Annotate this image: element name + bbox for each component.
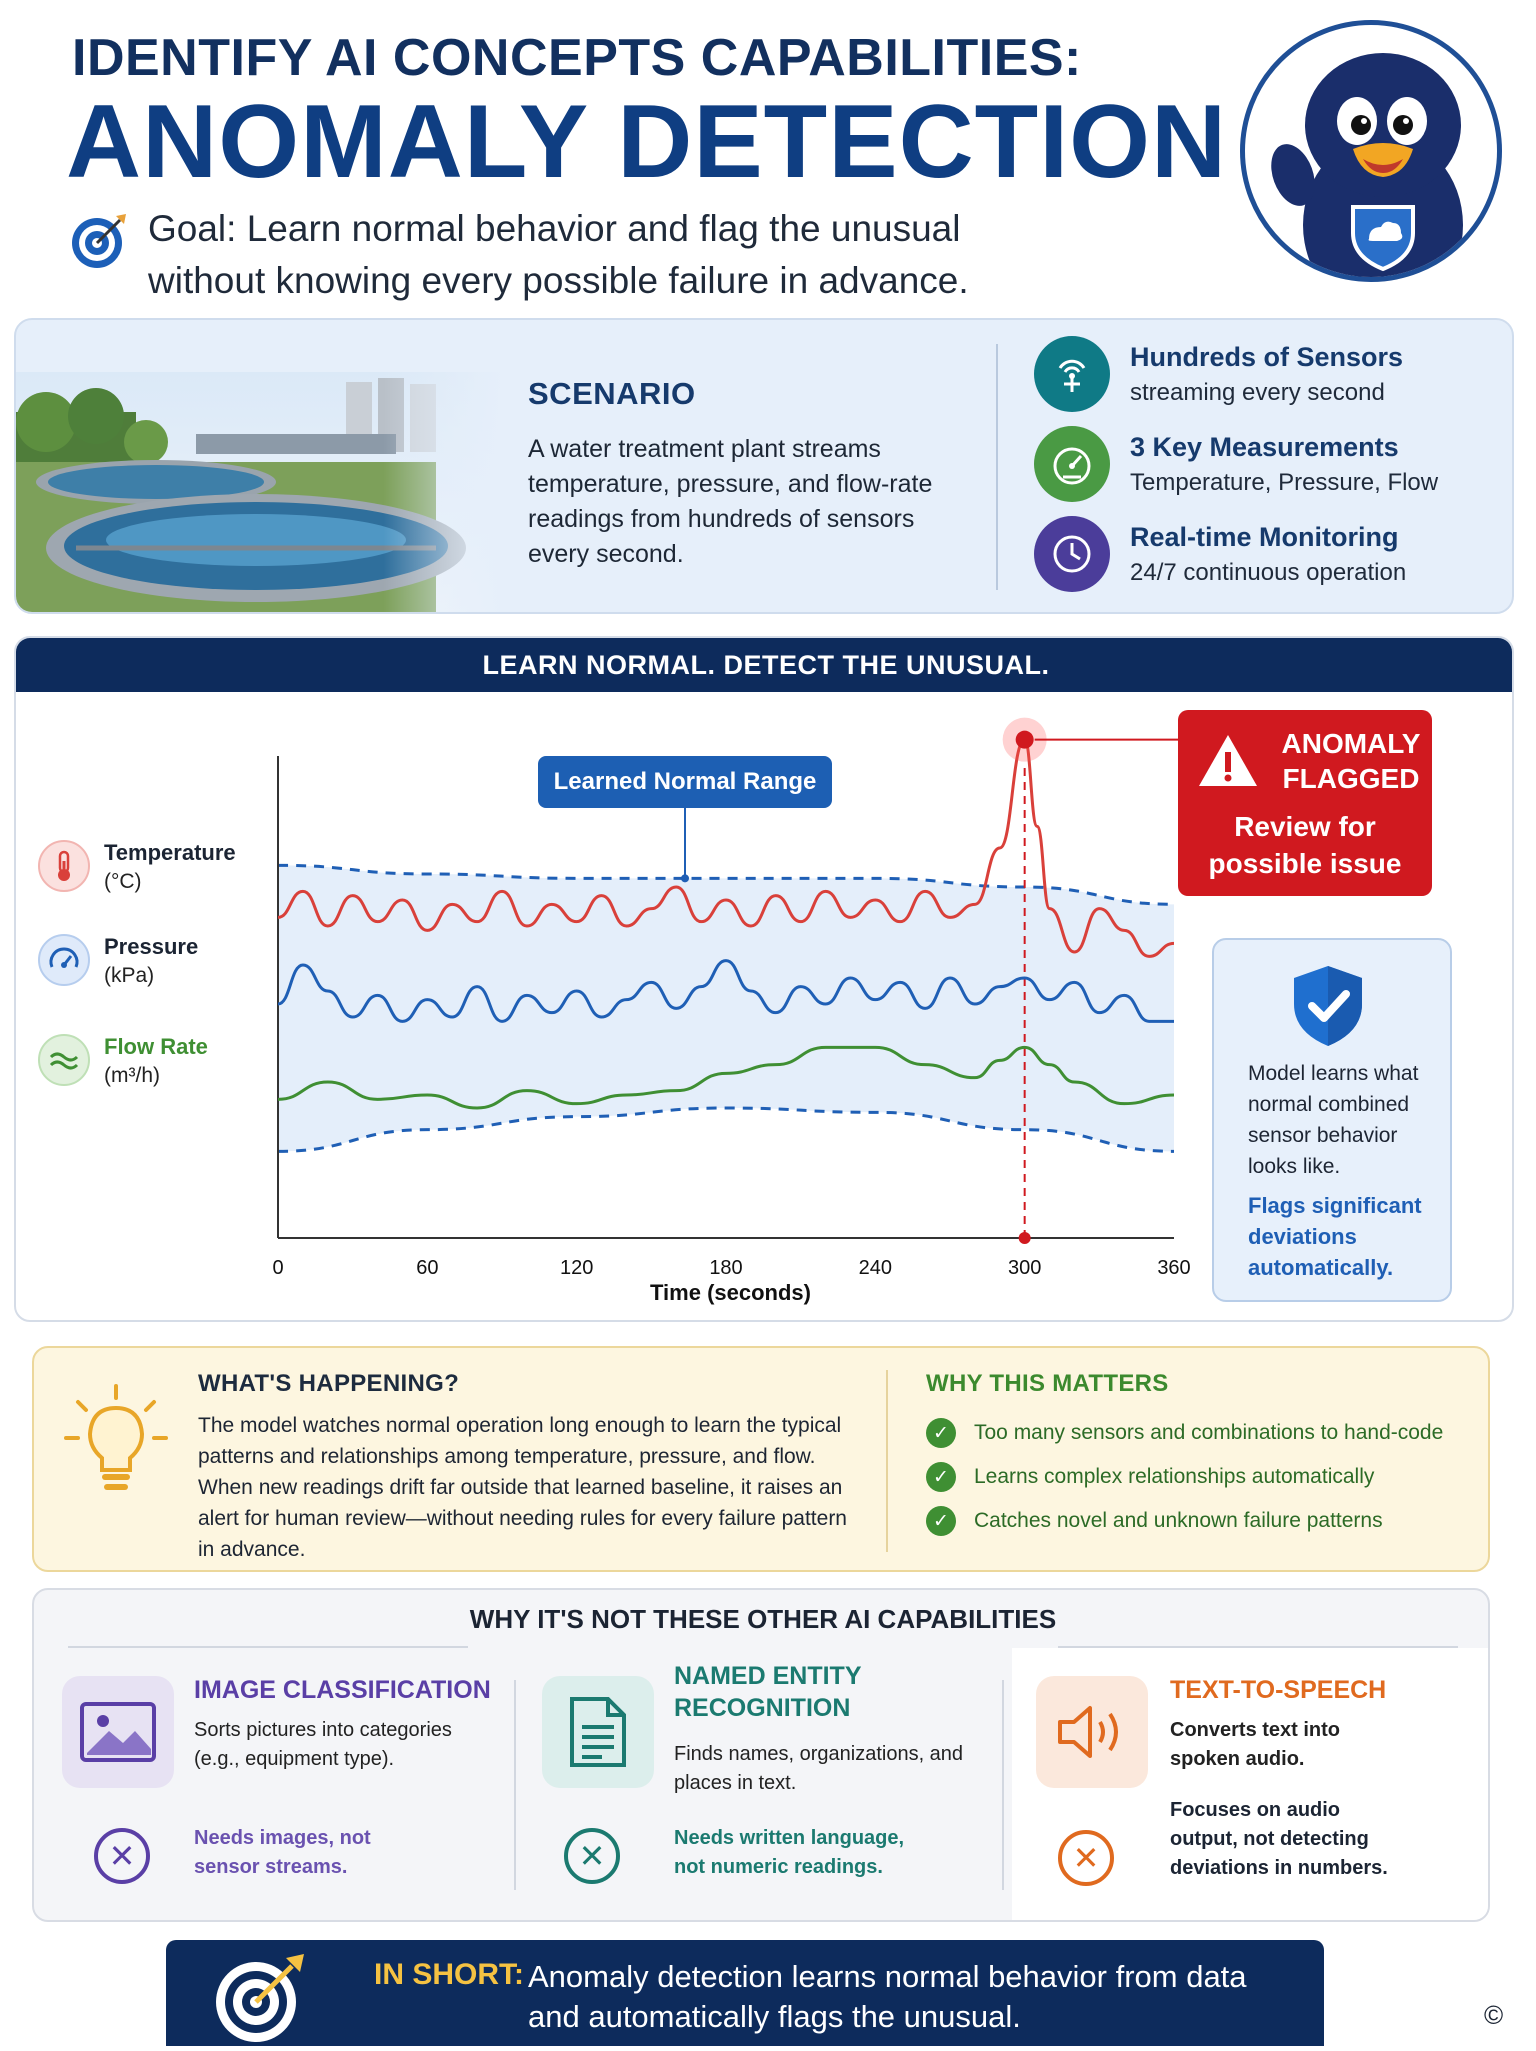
- card-divider: [1002, 1680, 1004, 1890]
- capability-image-classification: [62, 1660, 512, 1922]
- list-item: ✓ Too many sensors and combinations to hand-code: [926, 1418, 1443, 1448]
- x-circle-icon: ✕: [1058, 1830, 1114, 1886]
- info-highlight: Flags significant deviations automatically.: [1248, 1193, 1422, 1280]
- goal-line-2: without knowing every possible failure in advance.: [148, 260, 969, 301]
- whats-happening-text: The model watches normal operation long enough to learn the typical patterns and relationships among temperature, pressure, and flow. When new readings drift far outside that learned baseline, it raises an alert for human review—without needing rules for every failure pattern in advance.: [198, 1414, 847, 1561]
- title-line-2: ANOMALY DETECTION: [66, 84, 1228, 200]
- in-short-text: Anomaly detection learns normal behavior from data and automatically flags the unusual.: [528, 1959, 1247, 2034]
- capability-description: Finds names, organizations, and places in text.: [674, 1743, 964, 1794]
- chart-banner: LEARN NORMAL. DETECT THE UNUSUAL.: [16, 638, 1514, 692]
- copyright-mark: ©: [1484, 2000, 1504, 2030]
- capability-text-to-speech: [1012, 1648, 1490, 1922]
- warning-icon: [1196, 732, 1260, 795]
- capability-note: Focuses on audio output, not detecting deviations in numbers.: [1170, 1799, 1388, 1879]
- anomaly-line-3: Review for: [1234, 811, 1376, 842]
- anomaly-line-4: possible issue: [1208, 848, 1402, 879]
- legend-unit: (m³/h): [104, 1064, 160, 1087]
- goal-line-1: Goal: Learn normal behavior and flag the unusual: [148, 208, 961, 249]
- capability-note: Needs written language, not numeric readings.: [674, 1827, 905, 1878]
- speaker-icon: [1036, 1676, 1148, 1788]
- normal-range-label: Learned Normal Range: [538, 756, 832, 808]
- feature-title: 3 Key Measurements: [1130, 431, 1399, 462]
- feature-title: Hundreds of Sensors: [1130, 341, 1404, 372]
- x-circle-icon: ✕: [94, 1828, 150, 1884]
- x-tick-label: 300: [1007, 1257, 1042, 1279]
- legend-name: Pressure: [104, 934, 199, 959]
- feature-subtitle: streaming every second: [1130, 378, 1385, 406]
- anomaly-point: [1016, 731, 1034, 749]
- x-tick-label: 0: [272, 1257, 284, 1279]
- scenario-text: A water treatment plant streams temperature, pressure, and flow-rate readings from hundreds of sensors every second.: [528, 435, 933, 568]
- check-icon: ✓: [926, 1506, 956, 1536]
- legend-name: Temperature: [104, 840, 236, 865]
- normal-range-connector-dot: [681, 874, 689, 882]
- model-info-box: [1212, 938, 1452, 1302]
- whats-happening-title: WHAT'S HAPPENING?: [198, 1370, 460, 1397]
- other-capabilities-title: WHY IT'S NOT THESE OTHER AI CAPABILITIES: [469, 1604, 1057, 1634]
- scenario-title: SCENARIO: [528, 376, 696, 411]
- check-icon: ✓: [926, 1418, 956, 1448]
- anomaly-line-1: ANOMALY: [1281, 728, 1421, 759]
- feature-subtitle: Temperature, Pressure, Flow: [1130, 468, 1439, 496]
- why-matters-list: [926, 1418, 1443, 1550]
- capability-named-entity-recognition: [542, 1660, 992, 1922]
- document-icon: [542, 1676, 654, 1788]
- whats-happening-panel: [32, 1346, 1490, 1572]
- anomaly-line-2: FLAGGED: [1282, 763, 1420, 794]
- x-tick-label: 360: [1157, 1257, 1191, 1279]
- capability-title: IMAGE CLASSIFICATION: [194, 1676, 491, 1704]
- check-icon: ✓: [926, 1462, 956, 1492]
- x-tick-label: 240: [858, 1257, 893, 1279]
- title-line-1: IDENTIFY AI CONCEPTS CAPABILITIES:: [72, 29, 1082, 87]
- legend-unit: (kPa): [104, 964, 155, 987]
- x-circle-icon: ✕: [564, 1828, 620, 1884]
- title-rule-left: [68, 1646, 468, 1648]
- capability-title: NAMED ENTITY RECOGNITION: [674, 1662, 862, 1722]
- list-item: ✓ Learns complex relationships automatically: [926, 1462, 1443, 1492]
- other-capabilities-panel: [32, 1588, 1490, 1922]
- in-short-label: IN SHORT:: [374, 1958, 524, 1991]
- capability-description: Sorts pictures into categories (e.g., equipment type).: [194, 1719, 452, 1770]
- list-item: ✓ Catches novel and unknown failure patterns: [926, 1506, 1443, 1536]
- x-tick-label: 60: [416, 1257, 439, 1279]
- x-axis-label: Time (seconds): [650, 1280, 811, 1305]
- capability-note: Needs images, not sensor streams.: [194, 1827, 371, 1878]
- feature-subtitle: 24/7 continuous operation: [1130, 558, 1407, 586]
- anomaly-axis-dot: [1019, 1232, 1031, 1244]
- x-tick-label: 120: [559, 1257, 594, 1279]
- capability-description: Converts text into spoken audio.: [1170, 1719, 1341, 1770]
- why-matters-title: WHY THIS MATTERS: [926, 1370, 1169, 1397]
- legend-name: Flow Rate: [104, 1034, 208, 1059]
- target-arrow-icon: [210, 1950, 308, 2051]
- panel-divider: [886, 1370, 888, 1552]
- shield-check-icon: [1288, 962, 1368, 1055]
- in-short-banner: [166, 1940, 1324, 2046]
- capability-title: TEXT-TO-SPEECH: [1170, 1676, 1387, 1704]
- image-icon: [62, 1676, 174, 1788]
- feature-title: Real-time Monitoring: [1130, 521, 1399, 552]
- x-tick-label: 180: [709, 1257, 743, 1279]
- legend-unit: (°C): [104, 870, 142, 893]
- info-text: Model learns what normal combined sensor behavior looks like.: [1248, 1062, 1419, 1178]
- anomaly-flag-box: [1178, 710, 1432, 896]
- card-divider: [514, 1680, 516, 1890]
- lightbulb-icon: [64, 1382, 168, 1505]
